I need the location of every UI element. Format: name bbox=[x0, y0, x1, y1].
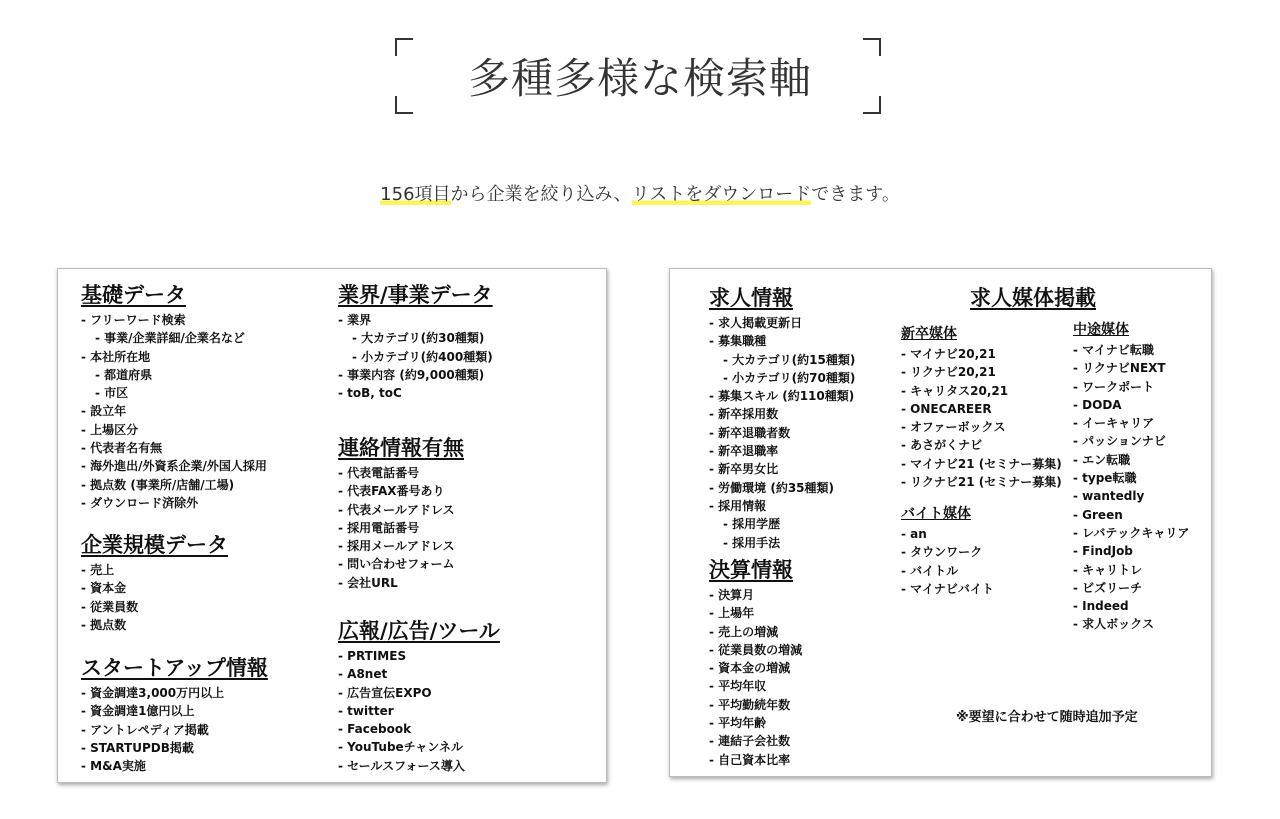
note: ※要望に合わせて随時追加予定 bbox=[956, 710, 1138, 725]
search-axes-card-recruit bbox=[669, 268, 1212, 777]
section-heading: 求人情報 bbox=[709, 286, 793, 310]
section-heading: 広報/広告/ツール bbox=[338, 619, 500, 643]
list-item: - 代表電話番号 bbox=[338, 466, 420, 480]
list-item: - マイナビ21 (セミナー募集) bbox=[901, 456, 1062, 471]
list-item: - 採用メールアドレス bbox=[338, 539, 455, 554]
list-item: - 資本金 bbox=[81, 581, 127, 596]
section-job-media bbox=[970, 284, 1096, 312]
list-item: - 自己資本比率 bbox=[709, 752, 791, 767]
item-list bbox=[338, 311, 493, 402]
list-item: - 上場区分 bbox=[81, 422, 139, 437]
section-basic-data bbox=[81, 281, 267, 512]
section-company-size bbox=[81, 531, 228, 634]
subtitle-text: から企業を絞り込み、 bbox=[450, 184, 632, 205]
list-item: - A8net bbox=[338, 667, 388, 682]
list-item: - ワークポート bbox=[1073, 379, 1155, 394]
section-heading: スタートアップ情報 bbox=[81, 656, 268, 680]
list-item: - wantedly bbox=[1073, 489, 1145, 504]
list-item: - 会社URL bbox=[338, 575, 398, 590]
section-new-grad-media bbox=[901, 325, 1062, 491]
list-item: - 新卒退職率 bbox=[709, 444, 779, 459]
list-item: - 労働環境 (約35種類) bbox=[709, 480, 835, 495]
subtitle-text-end: できます。 bbox=[811, 184, 900, 205]
list-item: - 小カテゴリ(約70種類) bbox=[723, 370, 856, 385]
list-item: - 求人掲載更新日 bbox=[709, 316, 803, 330]
list-item: - マイナビバイト bbox=[901, 581, 994, 596]
list-item: - 小カテゴリ(約400種類) bbox=[352, 349, 493, 364]
list-item: - 上場年 bbox=[709, 606, 755, 621]
item-list bbox=[81, 311, 267, 512]
list-item: - 拠点数 (事業所/店舗/工場) bbox=[81, 477, 235, 492]
section-heading: 企業規模データ bbox=[81, 533, 228, 557]
list-item: - 市区 bbox=[95, 386, 129, 401]
list-item: - フリーワード検索 bbox=[81, 313, 186, 327]
list-item: - 採用手法 bbox=[723, 535, 781, 550]
list-item: - an bbox=[901, 527, 927, 541]
list-item: - FindJob bbox=[1073, 544, 1133, 559]
list-item: - ONECAREER bbox=[901, 401, 992, 416]
list-item: - 新卒退職者数 bbox=[709, 425, 791, 440]
list-item: - Indeed bbox=[1073, 599, 1129, 614]
list-item: - 本社所在地 bbox=[81, 349, 151, 364]
list-item: - 大カテゴリ(約15種類) bbox=[723, 352, 856, 367]
list-item: - セールスフォース導入 bbox=[338, 758, 465, 773]
list-item: - バイトル bbox=[901, 563, 959, 578]
list-item: - キャリトレ bbox=[1073, 562, 1143, 577]
list-item: - エン転職 bbox=[1073, 452, 1131, 467]
list-item: - 大カテゴリ(約30種類) bbox=[352, 331, 485, 346]
list-item: - 代表メールアドレス bbox=[338, 502, 455, 517]
list-item: - 従業員数 bbox=[81, 599, 139, 614]
list-item: - 平均年収 bbox=[709, 679, 767, 694]
search-axes-card-company bbox=[57, 268, 607, 783]
section-mid-career-media bbox=[1073, 321, 1189, 634]
list-item: - 決算月 bbox=[709, 588, 755, 602]
list-item: - 募集職種 bbox=[709, 334, 767, 349]
section-pr-ads-tools bbox=[338, 617, 500, 775]
list-item: - 連結子会社数 bbox=[709, 734, 791, 749]
section-heading: 中途媒体 bbox=[1073, 322, 1129, 338]
list-item: - オファーボックス bbox=[901, 420, 1006, 435]
item-list bbox=[901, 345, 1062, 491]
list-item: - 売上 bbox=[81, 563, 115, 577]
section-heading: 業界/事業データ bbox=[338, 283, 493, 307]
list-item: - リクナビ21 (セミナー募集) bbox=[901, 475, 1062, 490]
list-item: - 代表者名有無 bbox=[81, 441, 163, 456]
list-item: - 平均勤続年数 bbox=[709, 697, 791, 712]
subtitle-highlight-count: 156項目 bbox=[380, 184, 451, 205]
item-list bbox=[81, 684, 268, 775]
section-industry bbox=[338, 281, 493, 402]
list-item: - ビズリーチ bbox=[1073, 580, 1143, 595]
list-item: - レバテックキャリア bbox=[1073, 525, 1190, 540]
list-item: - 新卒採用数 bbox=[709, 407, 779, 422]
item-list bbox=[81, 561, 228, 634]
section-heading: 決算情報 bbox=[709, 558, 793, 582]
item-list bbox=[709, 314, 855, 552]
list-item: - 売上の増減 bbox=[709, 624, 779, 639]
list-item: - 広告宣伝EXPO bbox=[338, 685, 432, 700]
list-item: - 都道府県 bbox=[95, 367, 153, 382]
item-list bbox=[901, 525, 994, 598]
list-item: - 求人ボックス bbox=[1073, 617, 1155, 632]
list-item: - マイナビ転職 bbox=[1073, 343, 1154, 357]
list-item: - Green bbox=[1073, 507, 1123, 522]
section-contact-info bbox=[338, 434, 464, 592]
list-item: - 業界 bbox=[338, 313, 372, 327]
list-item: - マイナビ20,21 bbox=[901, 347, 996, 361]
list-item: - 資金調達1億円以上 bbox=[81, 704, 195, 719]
item-list bbox=[338, 464, 464, 592]
list-item: - 募集スキル (約110種類) bbox=[709, 389, 855, 404]
list-item: - パッションナビ bbox=[1073, 434, 1166, 449]
item-list bbox=[709, 586, 802, 769]
list-item: - 問い合わせフォーム bbox=[338, 557, 455, 572]
list-item: - 採用情報 bbox=[709, 498, 767, 513]
section-heading: バイト媒体 bbox=[901, 506, 971, 522]
section-heading: 基礎データ bbox=[81, 283, 186, 307]
list-item: - 資本金の増減 bbox=[709, 661, 791, 676]
list-item: - 事業/企業詳細/企業名など bbox=[95, 331, 245, 346]
list-item: - ダウンロード済除外 bbox=[81, 495, 199, 510]
list-item: - PRTIMES bbox=[338, 649, 407, 663]
list-item: - STARTUPDB掲載 bbox=[81, 740, 194, 755]
list-item: - 採用学歴 bbox=[723, 517, 781, 532]
subtitle bbox=[0, 180, 1280, 206]
list-item: - タウンワーク bbox=[901, 545, 983, 560]
list-item: - type転職 bbox=[1073, 471, 1137, 486]
item-list bbox=[338, 647, 500, 775]
list-item: - 海外進出/外資系企業/外国人採用 bbox=[81, 459, 267, 474]
list-item: - Facebook bbox=[338, 722, 412, 737]
list-item: - 代表FAX番号あり bbox=[338, 484, 445, 499]
list-item: - 平均年齢 bbox=[709, 716, 767, 731]
list-item: - twitter bbox=[338, 703, 394, 718]
section-financial bbox=[709, 556, 802, 769]
list-item: - リクナビ20,21 bbox=[901, 365, 996, 380]
section-startup bbox=[81, 654, 268, 775]
list-item: - YouTubeチャンネル bbox=[338, 740, 463, 755]
list-item: - 拠点数 bbox=[81, 617, 127, 632]
section-job-info bbox=[709, 284, 855, 552]
list-item: - キャリタス20,21 bbox=[901, 383, 1009, 398]
list-item: - アントレペディア掲載 bbox=[81, 722, 209, 737]
subtitle-highlight-download: リストをダウンロード bbox=[631, 184, 812, 205]
list-item: - 採用電話番号 bbox=[338, 520, 420, 535]
list-item: - 設立年 bbox=[81, 404, 127, 419]
section-heading: 求人媒体掲載 bbox=[970, 286, 1096, 310]
section-part-time-media bbox=[901, 505, 994, 598]
list-item: - リクナビNEXT bbox=[1073, 361, 1166, 376]
list-item: - 新卒男女比 bbox=[709, 462, 779, 477]
section-heading: 連絡情報有無 bbox=[338, 436, 464, 460]
page-title: 多種多様な検索軸 bbox=[467, 54, 812, 103]
list-item: - toB, toC bbox=[338, 386, 402, 401]
list-item: - 資金調達3,000万円以上 bbox=[81, 686, 225, 700]
list-item: - 事業内容 (約9,000種類) bbox=[338, 367, 485, 382]
list-item: - DODA bbox=[1073, 397, 1122, 412]
list-item: - M&A実施 bbox=[81, 759, 146, 774]
list-item: - 従業員数の増減 bbox=[709, 642, 803, 657]
list-item: - あさがくナビ bbox=[901, 438, 983, 453]
item-list bbox=[1073, 341, 1189, 634]
section-heading: 新卒媒体 bbox=[901, 326, 957, 342]
list-item: - イーキャリア bbox=[1073, 416, 1155, 431]
